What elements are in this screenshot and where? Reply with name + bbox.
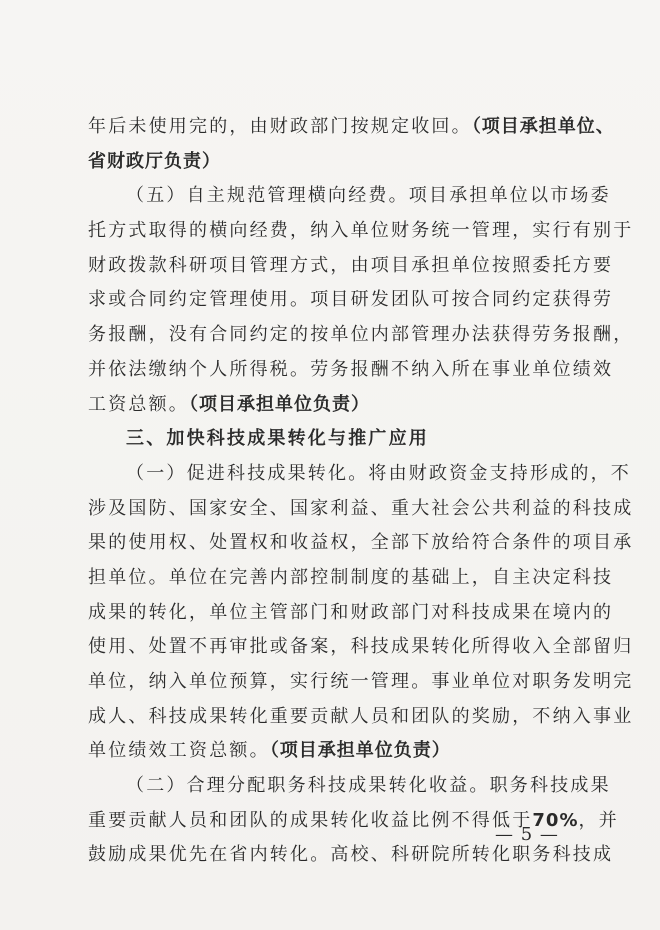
document-body	[88, 110, 634, 873]
paragraph-line	[88, 283, 614, 318]
line-text: 成果的转化，单位主管部门和财政部门对科技成果在境内的	[88, 601, 614, 623]
paragraph-line	[88, 145, 578, 180]
paragraph-line	[88, 214, 634, 249]
line-text: 涉及国防、国家安全、国家利益、重大社会公共利益的科技成	[88, 497, 634, 519]
emphasis-text: （项目承担单位负责）	[189, 393, 370, 415]
emphasis-text: 省财政厅负责）	[88, 150, 221, 172]
paragraph-line	[88, 769, 611, 804]
section-heading	[88, 422, 578, 457]
paragraph-line	[88, 526, 634, 561]
line-text: 果的使用权、处置权和收益权，全部下放给符合条件的项目承	[88, 532, 634, 554]
emphasis-text: （项目承担单位、	[471, 116, 615, 137]
line-text: 单位，纳入单位预算，实行统一管理。事业单位对职务发明完	[88, 671, 634, 692]
paragraph-line	[88, 353, 614, 388]
line-text: 单位绩效工资总额。	[88, 740, 270, 762]
paragraph-line	[88, 596, 614, 631]
paragraph-line	[88, 492, 634, 527]
paragraph-line	[88, 249, 614, 284]
line-text: （二）合理分配职务科技成果转化收益。职务科技成果	[126, 775, 611, 797]
paragraph-line	[88, 630, 634, 665]
emphasis-text: 70%	[532, 809, 579, 831]
line-text: （一）促进科技成果转化。将由财政资金支持形成的，不	[126, 462, 631, 484]
line-text: 求或合同约定管理使用。项目研发团队可按合同约定获得劳	[88, 289, 614, 311]
line-text: 三、加快科技成果转化与推广应用	[126, 428, 429, 450]
line-text: 使用、处置不再审批或备案，科技成果转化所得收入全部留归	[88, 636, 634, 658]
line-text: ，并	[578, 809, 619, 831]
paragraph-line	[88, 388, 578, 423]
line-text: 务报酬，没有合同约定的按单位内部管理办法获得劳务报酬，	[88, 324, 634, 346]
paragraph-line	[88, 734, 578, 769]
line-text: 重要贡献人员和团队的成果转化收益比例不得低于	[88, 809, 533, 831]
page-number: — 5 —	[495, 824, 559, 845]
line-text: 并依法缴纳个人所得税。劳务报酬不纳入所在事业单位绩效	[88, 358, 614, 380]
emphasis-text: （项目承担单位负责）	[269, 740, 451, 762]
paragraph-line	[88, 700, 634, 735]
line-text: 工资总额。	[88, 393, 189, 415]
paragraph-line	[88, 110, 615, 145]
paragraph-line	[88, 561, 614, 596]
line-text: 鼓励成果优先在省内转化。高校、科研院所转化职务科技成	[88, 844, 614, 866]
paragraph-line	[88, 457, 631, 492]
paragraph-line	[88, 318, 634, 353]
line-text: 年后未使用完的，由财政部门按规定收回。	[88, 116, 472, 137]
paragraph-line	[88, 179, 611, 214]
paragraph-line	[88, 665, 634, 700]
line-text: 成人、科技成果转化重要贡献人员和团队的奖励，不纳入事业	[88, 705, 634, 727]
line-text: 担单位。单位在完善内部控制制度的基础上，自主决定科技	[88, 566, 614, 588]
line-text: 财政拨款科研项目管理方式，由项目承担单位按照委托方要	[88, 254, 614, 276]
line-text: 托方式取得的横向经费，纳入单位财务统一管理，实行有别于	[88, 220, 634, 242]
line-text: （五）自主规范管理横向经费。项目承担单位以市场委	[126, 185, 611, 207]
